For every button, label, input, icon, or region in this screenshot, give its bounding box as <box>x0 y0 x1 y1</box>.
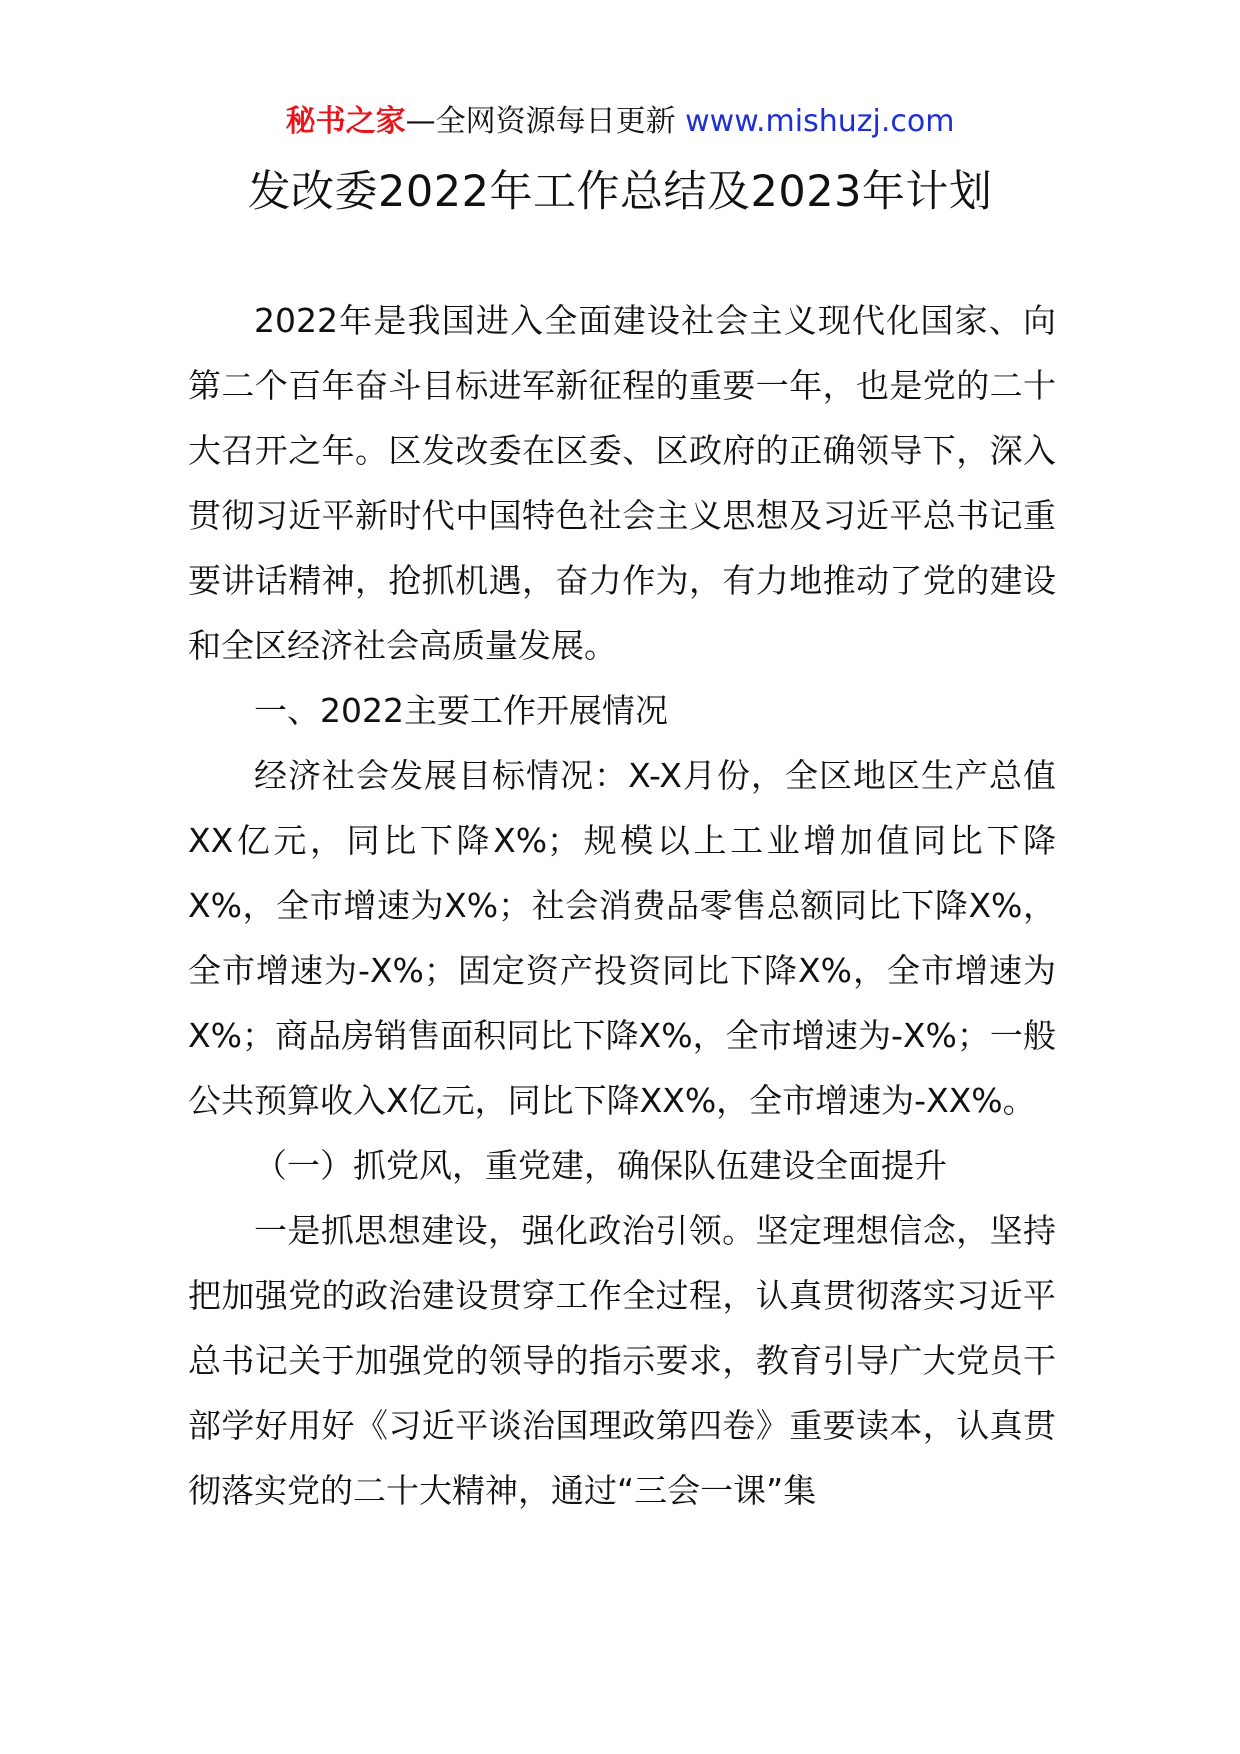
site-header <box>0 100 1240 144</box>
site-url: www.mishuzj.com <box>685 104 955 139</box>
section-heading: 一、2022主要工作开展情况 <box>254 691 668 730</box>
document-title: 发改委2022年工作总结及2023年计划 <box>247 167 993 217</box>
header-tagline: —全网资源每日更新 <box>405 104 676 139</box>
intro-paragraph: 2022年是我国进入全面建设社会主义现代化国家、向第二个百年奋斗目标进军新征程的重要一年，也是党的二十大召开之年。区发改委在区委、区政府的正确领导下，深入贯彻习近平新时代中国特色社会主义思想及习近平总书记重要讲话精神，抢抓机遇，奋力作为，有力地推动了党的建设和全区经济社会高质量发展。 <box>188 301 1056 665</box>
document-body <box>188 288 1056 1523</box>
subsection-heading: （一）抓党风，重党建，确保队伍建设全面提升 <box>254 1146 947 1185</box>
ideology-paragraph: 一是抓思想建设，强化政治引领。坚定理想信念，坚持把加强党的政治建设贯穿工作全过程，认真贯彻落实习近平总书记关于加强党的领导的指示要求，教育引导广大党员干部学好用好《习近平谈治国理政第四卷》重要读本，认真贯彻落实党的二十大精神，通过“三会一课”集 <box>188 1211 1056 1510</box>
economic-targets-paragraph: 经济社会发展目标情况：X-X月份，全区地区生产总值XX亿元，同比下降X%；规模以上工业增加值同比下降X%，全市增速为X%；社会消费品零售总额同比下降X%，全市增速为-X%；固定资产投资同比下降X%，全市增速为X%；商品房销售面积同比下降X%，全市增速为-X%；一般公共预算收入X亿元，同比下降XX%，全市增速为-XX%。 <box>188 756 1056 1120</box>
brand-name: 秘书之家 <box>285 104 406 139</box>
